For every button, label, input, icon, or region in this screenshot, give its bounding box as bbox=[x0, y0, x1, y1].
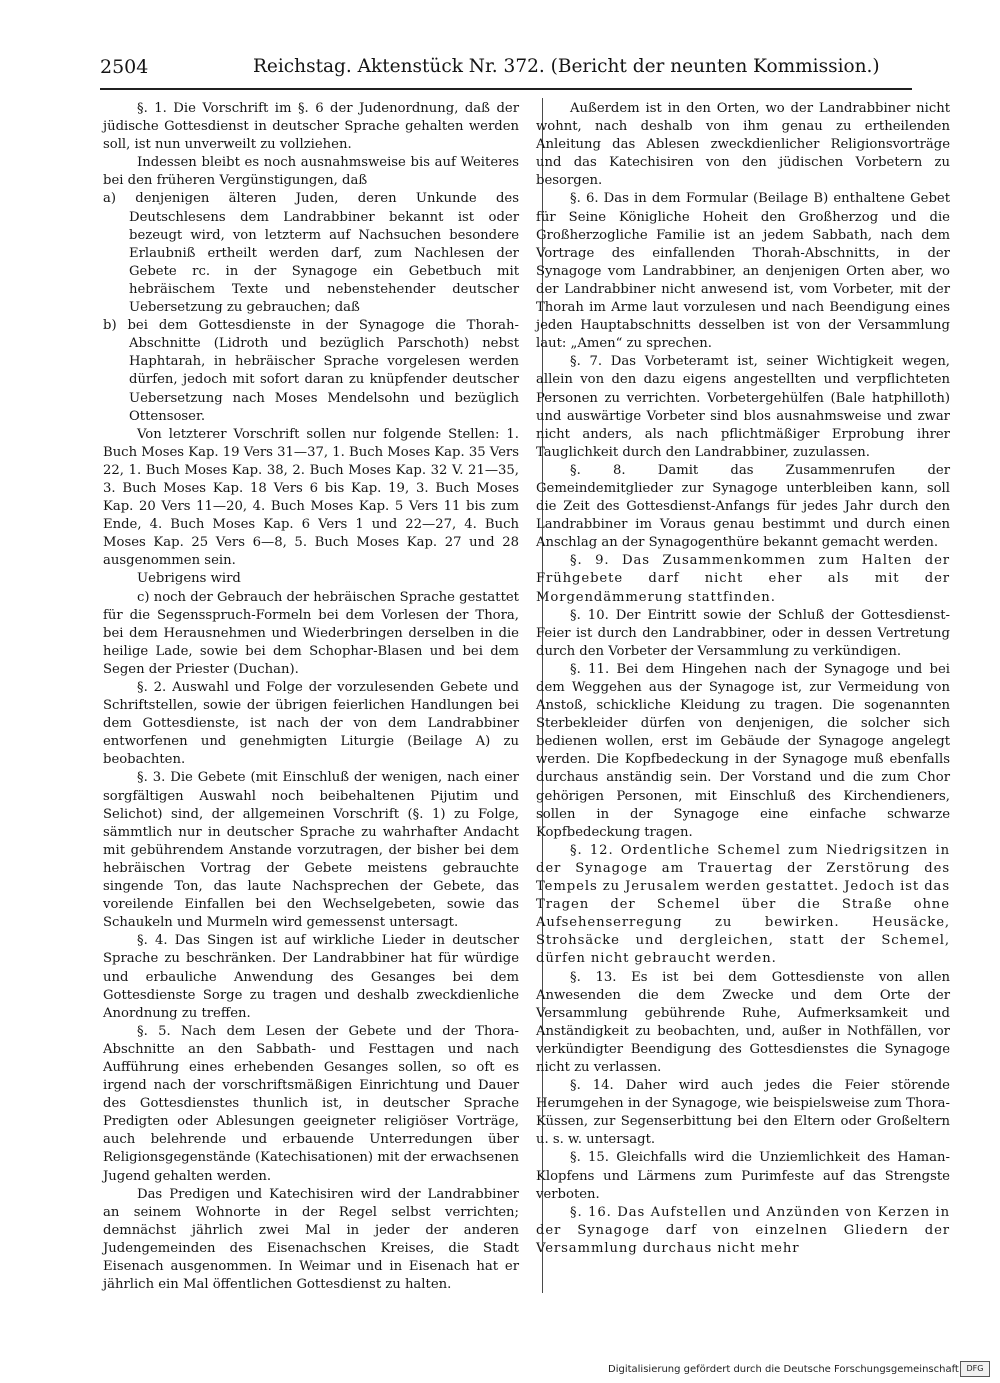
paragraph-section-7: §. 7. Das Vorbeteramt ist, seiner Wichtigkeit wegen, allein von den dazu eigens angestellten und verpflichteten Personen zu verrichten. Vorbetergehülfen (Bale hatphilloth) und auswärtige Vorbeter sind blos ausnahmsweise und zwar nicht anders, als nach pflichtmäßiger Erprobung ihrer Tauglichkeit durch den Landrabbiner, zuzulassen. bbox=[536, 354, 950, 460]
paragraph-section-2: §. 2. Auswahl und Folge der vorzulesenden Gebete und Schriftstellen, sowie der übrigen feierlichen Handlungen bei dem Gottesdienste, ist nach der von dem Landrabbiner entworfenen und genehmigten Liturgie (Beilage A) zu beobachten. bbox=[103, 680, 519, 768]
paragraph-section-11: §. 11. Bei dem Hingehen nach der Synagoge und bei dem Weggehen aus der Synagoge ist, zur Vermeidung von Anstoß, schickliche Kleidung zu tragen. Die sogenannten Sterbekleider dürfen von denjenigen, die solcher sich bedienen wollen, erst im Gebäude der Synagoge angelegt werden. Die Kopfbedeckung in der Synagoge muß ebenfalls durchaus anständig sein. Der Vorstand und die zum Chor gehörigen Personen, mit Einschluß des Kirchendieners, sollen in der Synagoge eine einfache schwarze Kopfbedeckung tragen. bbox=[536, 661, 950, 840]
paragraph-section-6: §. 6. Das in dem Formular (Beilage B) enthaltene Gebet für Seine Königliche Hoheit den Großherzog und die Großherzogliche Familie ist an jedem Sabbath, nach dem Vortrage des einfallenden Thorah-Abschnitts, in der Synagoge vom Landrabbiner, an denjenigen Orten aber, wo der Landrabbiner nicht anwesend ist, vom Vorbeter, mit der Thorah im Arme laut vorzulesen und nach Beendigung eines jeden Hauptabschnitts desselben ist von der Versammlung laut: „Amen“ zu sprechen. bbox=[536, 191, 950, 352]
paragraph-uebrigens: Uebrigens wird bbox=[137, 571, 241, 587]
paragraph-section-4: §. 4. Das Singen ist auf wirkliche Lieder in deutscher Sprache zu beschränken. Der Landrabbiner hat für würdige und erbauliche Anwendung des Gesanges bei dem Gottesdienste Sorge zu tragen und deshalb zweckdienliche Anordnung zu treffen. bbox=[103, 933, 519, 1021]
paragraph-section-1: §. 1. Die Vorschrift im §. 6 der Judenordnung, daß der jüdische Gottesdienst in deutscher Sprache gehalten werden soll, ist nun unverweilt zu vollziehen. bbox=[103, 101, 519, 153]
paragraph-section-5: §. 5. Nach dem Lesen der Gebete und der Thora-Abschnitte an den Sabbath- und Festtagen und nach Aufführung eines erhebenden Gesanges sollen, so oft es irgend nach der vorschriftsmäßigen Einrichtung und Dauer des Gottesdienstes thunlich ist, in deutscher Sprache Predigten oder Ablesungen geeigneter religiöser Vorträge, auch belehrende und erbauende Unterredungen über Religionsgegenstände (Katechisationen) mit der erwachsenen Jugend gehalten werden. bbox=[103, 1023, 519, 1184]
left-column bbox=[103, 100, 519, 1294]
paragraph-section-10: §. 10. Der Eintritt sowie der Schluß der Gottesdienst-Feier ist durch den Landrabbiner, oder in dessen Vertretung durch den Vorbeter der Versammlung zu verkündigen. bbox=[536, 607, 950, 659]
paragraph-predigen: Das Predigen und Katechisiren wird der Landrabbiner an seinem Wohnorte in der Regel selbst verrichten; demnächst jährlich zwei Mal in jeder der anderen Judengemeinden des Eisenachschen Kreises, die Stadt Eisenach ausgenommen. In Weimar und in Eisenach hat er jährlich ein Mal öffentlichen Gottesdienst zu halten. bbox=[103, 1186, 519, 1293]
paragraph-section-9: §. 9. Das Zusammenkommen zum Halten der Frühgebete darf nicht eher als mit der Morgendämmerung stattfinden. bbox=[536, 553, 950, 605]
running-title: Reichstag. Aktenstück Nr. 372. (Bericht der neunten Kommission.) bbox=[253, 56, 880, 77]
paragraph-section-15: §. 15. Gleichfalls wird die Unziemlichkeit des Haman-Klopfens und Lärmens zum Purimfeste auf das Strengste verboten. bbox=[536, 1150, 950, 1202]
paragraph-section-3: §. 3. Die Gebete (mit Einschluß der wenigen, nach einer sorgfältigen Auswahl noch beibehaltenen Pijutim und Selichot) sind, der allgemeinen Vorschrift (§. 1) zu Folge, sämmtlich nur in deutscher Sprache zu wahrhafter Andacht mit gebührendem Anstande vorzutragen, der bisher bei dem hebräischen Vortrag der Gebete meistens gebrauchte singende Ton, das laute Nachsprechen der Gebete, das voreilende Einfallen bei den Wechselgebeten, sowie das Schaukeln und Murmeln wird gemessenst untersagt. bbox=[103, 770, 519, 931]
paragraph-section-8: §. 8. Damit das Zusammenrufen der Gemeindemitglieder zur Synagoge unterbleiben kann, soll die Zeit des Gottesdienst-Anfangs für jedes Jahr durch den Landrabbiner im Voraus genau bestimmt und durch einen Anschlag an der Synagogenthüre bekannt gemacht werden. bbox=[536, 462, 950, 551]
dfg-logo: DFG bbox=[960, 1361, 990, 1377]
paragraph-section-13: §. 13. Es ist bei dem Gottesdienste von allen Anwesenden die dem Zwecke und dem Orte der Versammlung gebührende Ruhe, Aufmerksamkeit und Anständigkeit zu beobachten, und, außer in Nothfällen, vor verkündigter Beendigung des Gottesdienstes die Synagoge nicht zu verlassen. bbox=[536, 969, 950, 1075]
list-item-a: a) denjenigen älteren Juden, deren Unkunde des Deutschlesens dem Landrabbiner bekannt ist oder bezeugt wird, von letzterm auf Nachsuchen besondere Erlaubniß ertheilt werden darf, zum Nachlesen der Gebete rc. in der Synagoge ein Gebetbuch mit hebräischem Texte und nebenstehender deutscher Uebersetzung zu gebrauchen; daß bbox=[103, 191, 519, 316]
paragraph-section-14: §. 14. Daher wird auch jedes die Feier störende Herumgehen in der Synagoge, wie beispielsweise zum Thora-Küssen, zur Segenserbittung bei den Eltern oder Großeltern u. s. w. untersagt. bbox=[536, 1078, 950, 1148]
paragraph-exception-intro: Indessen bleibt es noch ausnahmsweise bis auf Weiteres bei den früheren Vergünstigungen, daß bbox=[103, 155, 519, 189]
paragraph-exempt-passages: Von letzterer Vorschrift sollen nur folgende Stellen: 1. Buch Moses Kap. 19 Vers 31—37, 1. Buch Moses Kap. 35 Vers 22, 1. Buch Moses Kap. 38, 2. Buch Moses Kap. 32 V. 21—35, 3. Buch Moses Kap. 18 Vers 6 bis Kap. 19, 3. Buch Moses Kap. 20 Vers 11—20, 4. Buch Moses Kap. 5 Vers 11 bis zum Ende, 4. Buch Moses Kap. 6 Vers 1 und 22—27, 4. Buch Moses Kap. 25 Vers 6—8, 5. Buch Moses Kap. 27 und 28 ausgenommen sein. bbox=[103, 426, 519, 569]
paragraph-section-12: §. 12. Ordentliche Schemel zum Niedrigsitzen in der Synagoge am Trauertag der Zerstörung des Tempels zu Jerusalem werden gestattet. Jedoch ist das Tragen der Schemel über die Straße ohne Aufsehenserregung zu bewirken. Heusäcke, Strohsäcke und dergleichen, statt der Schemel, dürfen nicht gebraucht werden. bbox=[536, 842, 950, 967]
paragraph-section-16: §. 16. Das Aufstellen und Anzünden von Kerzen in der Synagoge darf von einzelnen Gliedern der Versammlung durchaus nicht mehr bbox=[536, 1204, 950, 1256]
list-item-c: c) noch der Gebrauch der hebräischen Sprache gestattet für die Segensspruch-Formeln bei dem Vorlesen der Thora, bei dem Herausnehmen und Wiederbringen derselben in die heilige Lade, sowie bei dem Schophar-Blasen und bei dem Segen der Priester (Duchan). bbox=[103, 589, 519, 677]
header-rule bbox=[100, 88, 912, 90]
page-header bbox=[100, 56, 912, 86]
page-number: 2504 bbox=[100, 56, 149, 78]
paragraph-ausserdem: Außerdem ist in den Orten, wo der Landrabbiner nicht wohnt, nach deshalb von ihm genau zu ertheilenden Anleitung das Ablesen zweckdienlicher Religionsvorträge und das Katechisiren von den jüdischen Vorbetern zu besorgen. bbox=[536, 101, 950, 189]
digitization-credit: Digitalisierung gefördert durch die Deutsche Forschungsgemeinschaft bbox=[608, 1364, 959, 1375]
list-item-b: b) bei dem Gottesdienste in der Synagoge die Thorah-Abschnitte (Lidroth und bezüglich Parschoth) nebst Haphtarah, in hebräischer Sprache vorgelesen werden dürfen, jedoch mit sofort daran zu knüpfender deutscher Uebersetzung nach Moses Mendelsohn und bezüglich Ottensoser. bbox=[103, 318, 519, 424]
right-column bbox=[536, 100, 950, 1258]
